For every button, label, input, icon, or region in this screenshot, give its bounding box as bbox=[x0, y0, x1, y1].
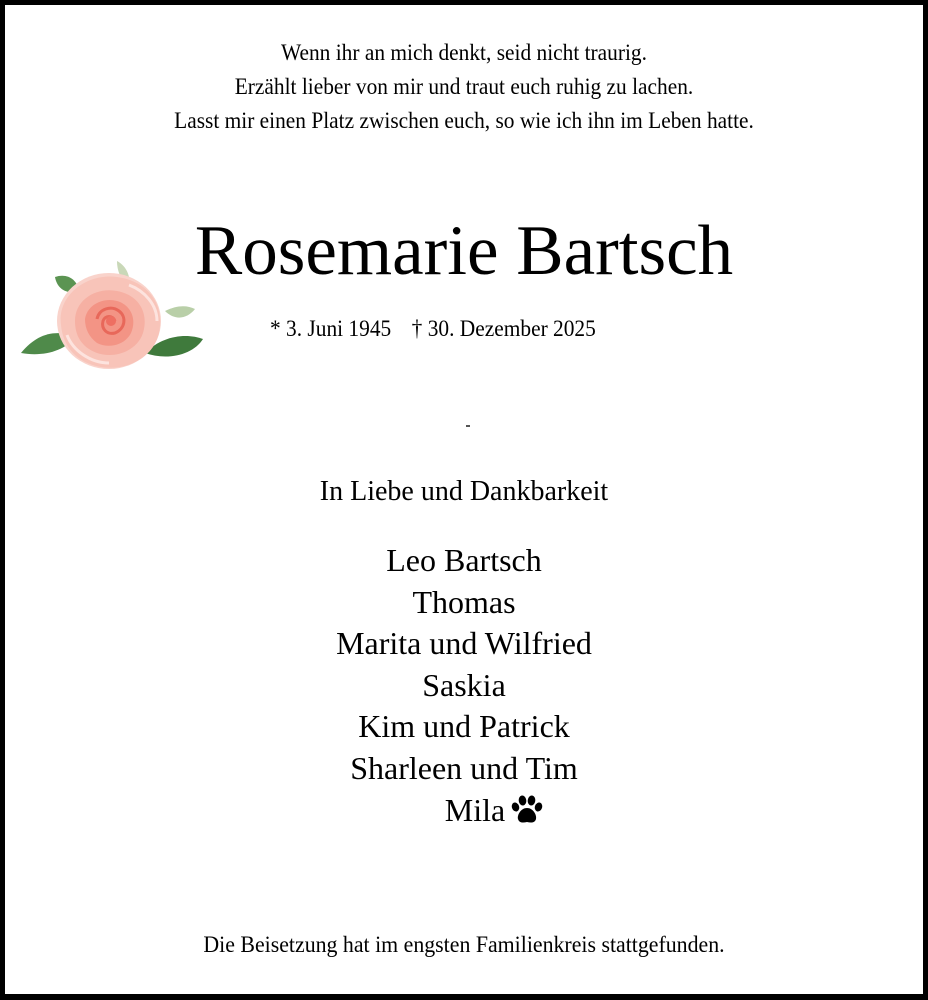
closing-note: Die Beisetzung hat im engsten Familienkreis stattgefunden. bbox=[203, 932, 725, 957]
mourner-name: Saskia bbox=[422, 666, 506, 703]
thanks-line: In Liebe und Dankbarkeit bbox=[319, 476, 609, 507]
poem-line: Erzählt lieber von mir und traut euch ruhig zu lachen. bbox=[234, 74, 694, 99]
poem-line: Wenn ihr an mich denkt, seid nicht traurig. bbox=[281, 40, 647, 65]
separator-dot bbox=[466, 425, 470, 427]
pet-line bbox=[5, 790, 923, 832]
poem-line: Lasst mir einen Platz zwischen euch, so wie ich ihn im Leben hatte. bbox=[174, 108, 754, 133]
mourner-name: Sharleen und Tim bbox=[350, 749, 578, 786]
life-dates bbox=[270, 314, 596, 344]
paw-print-icon bbox=[511, 795, 543, 825]
pet-name: Mila bbox=[444, 791, 506, 828]
death-date: † 30. Dezember 2025 bbox=[411, 316, 596, 341]
birth-date: * 3. Juni 1945 bbox=[270, 316, 392, 341]
poem bbox=[37, 36, 891, 138]
mourner-name: Kim und Patrick bbox=[358, 708, 570, 745]
mourner-name: Thomas bbox=[412, 583, 516, 620]
mourner-name: Leo Bartsch bbox=[386, 542, 542, 578]
deceased-name: Rosemarie Bartsch bbox=[194, 212, 734, 290]
rose-icon bbox=[17, 255, 205, 373]
mourners-list bbox=[5, 540, 923, 831]
mourner-name: Marita und Wilfried bbox=[336, 625, 592, 662]
